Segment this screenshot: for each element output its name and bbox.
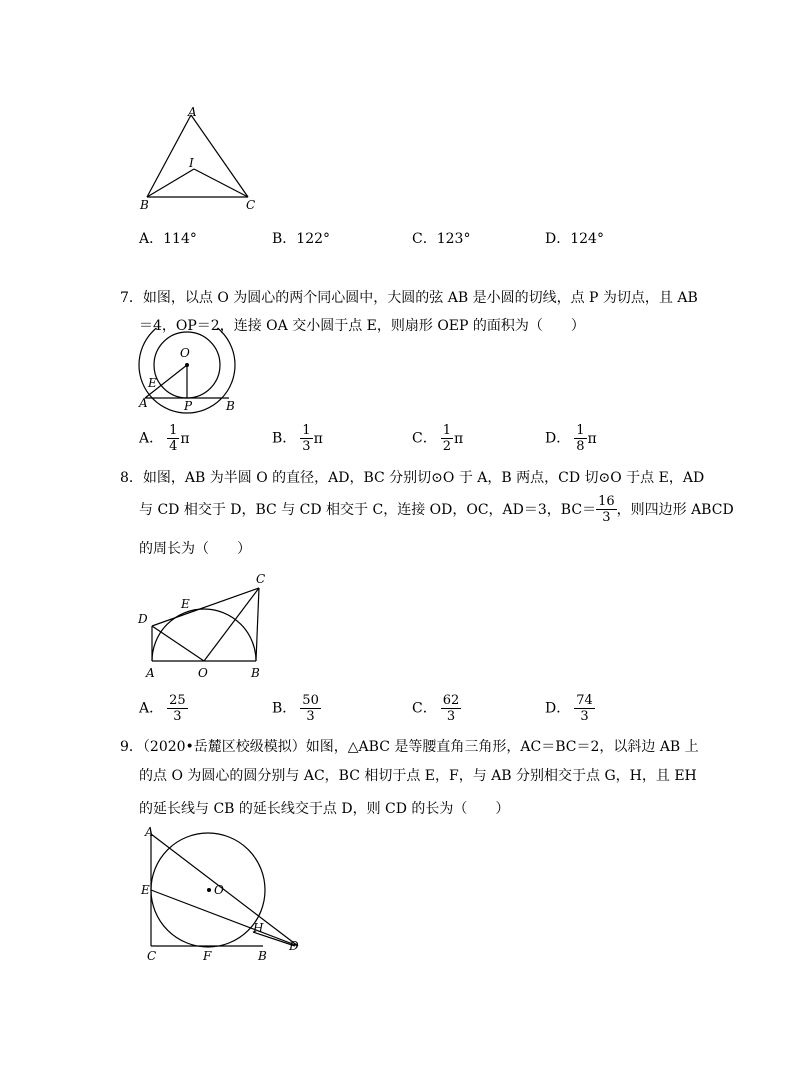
fraction-numerator: 1 xyxy=(169,423,178,438)
q8-option-letter: A． xyxy=(139,700,164,717)
q8-option-letter: D． xyxy=(545,700,571,717)
q6-option-b[interactable] xyxy=(272,228,330,248)
fraction-denominator: 3 xyxy=(446,709,456,724)
q6-label-b: B xyxy=(140,198,149,212)
q6-option-d[interactable] xyxy=(545,228,604,248)
q9-label-h: H xyxy=(253,921,264,935)
q8-stem-line1: 8．如图，AB 为半圆 O 的直径，AD，BC 分别切⊙O 于 A，B 两点，CD 切⊙O 于点 E，AD xyxy=(120,470,705,486)
q8-fraction xyxy=(167,693,188,724)
q6-option-letter: D． xyxy=(545,231,571,247)
q9-label-c: C xyxy=(147,949,157,963)
q8-label-a: A xyxy=(146,666,155,680)
q9-label-a: A xyxy=(145,825,154,839)
pi-symbol: π xyxy=(587,430,597,447)
q8-option-a[interactable] xyxy=(139,693,188,724)
q6-label-c: C xyxy=(246,198,256,212)
fraction-denominator: 3 xyxy=(306,709,315,724)
q9-label-e: E xyxy=(141,883,150,897)
q7-fraction xyxy=(574,423,586,454)
fraction-denominator: 2 xyxy=(442,439,451,454)
q9-stem-line3: 的延长线与 CB 的延长线交于点 D，则 CD 的长为（ ） xyxy=(139,801,510,817)
q8-label-e: E xyxy=(181,597,190,611)
q6-option-value: 123° xyxy=(436,231,471,247)
pi-symbol: π xyxy=(180,430,190,447)
q8-stem-line2-end: ，则四边形 ABCD xyxy=(616,501,734,518)
fraction-numerator: 25 xyxy=(169,693,186,708)
q6-option-value: 114° xyxy=(163,231,197,247)
fraction-denominator: 3 xyxy=(580,709,589,724)
q6-option-letter: C． xyxy=(412,231,437,247)
q8-label-d: D xyxy=(138,612,148,626)
q7-label-o: O xyxy=(180,346,190,360)
fraction-denominator: 3 xyxy=(602,510,611,525)
q7-option-letter: D． xyxy=(545,430,571,447)
q7-label-b: B xyxy=(226,399,235,413)
q8-option-b[interactable] xyxy=(272,693,321,724)
q7-fraction xyxy=(167,423,179,454)
q7-label-a: A xyxy=(139,396,148,410)
q8-label-b: B xyxy=(251,666,260,680)
fraction-numerator: 74 xyxy=(576,693,593,708)
q7-stem-line2: ＝4，OP＝2，连接 OA 交小圆于点 E，则扇形 OEP 的面积为（ ） xyxy=(139,318,585,334)
q7-concentric-circles-figure xyxy=(130,328,250,418)
q7-label-p: P xyxy=(184,399,193,413)
q8-stem-line2 xyxy=(139,494,734,525)
q9-label-b: B xyxy=(258,949,267,963)
q7-option-a[interactable] xyxy=(139,423,190,454)
q9-stem-line1: 9．（2020•岳麓区校级模拟）如图，△ABC 是等腰直角三角形，AC＝BC＝2，以斜边 AB 上 xyxy=(120,739,699,755)
q8-label-o: O xyxy=(198,666,208,680)
q8-fraction xyxy=(574,693,595,724)
q6-label-a: A xyxy=(188,105,197,119)
q7-option-letter: C． xyxy=(412,430,437,447)
q8-label-c: C xyxy=(256,572,266,586)
pi-symbol: π xyxy=(313,430,323,447)
q8-option-d[interactable] xyxy=(545,693,595,724)
q6-option-value: 122° xyxy=(296,231,331,247)
q6-option-letter: A． xyxy=(139,231,164,247)
q9-label-d: D xyxy=(289,939,299,953)
q8-fraction xyxy=(300,693,321,724)
q6-option-letter: B． xyxy=(272,231,297,247)
q7-option-letter: A． xyxy=(139,430,164,447)
fraction-numerator: 1 xyxy=(442,423,451,438)
q6-option-value: 124° xyxy=(570,231,604,247)
fraction-denominator: 4 xyxy=(169,439,178,454)
q8-option-c[interactable] xyxy=(412,693,461,724)
q7-stem-line1: 7．如图，以点 O 为圆心的两个同心圆中，大圆的弦 AB 是小圆的切线，点 P 为切点，且 AB xyxy=(120,290,698,306)
q9-label-f: F xyxy=(203,949,212,963)
fraction-numerator: 50 xyxy=(302,693,319,708)
q9-right-triangle-circle-figure xyxy=(135,822,315,967)
q6-option-c[interactable] xyxy=(412,228,470,248)
q7-label-e: E xyxy=(148,376,157,390)
q8-stem-line3: 的周长为（ ） xyxy=(139,541,251,557)
q8-bc-fraction xyxy=(596,494,617,525)
q6-triangle-figure xyxy=(130,105,270,215)
fraction-numerator: 1 xyxy=(302,423,311,438)
q8-fraction xyxy=(441,693,462,724)
q7-option-letter: B． xyxy=(272,430,297,447)
fraction-denominator: 3 xyxy=(302,439,311,454)
q9-stem-line2: 的点 O 为圆心的圆分别与 AC，BC 相切于点 E，F，与 AB 分别相交于点 G，H，且 EH xyxy=(139,768,697,784)
q7-option-c[interactable] xyxy=(412,423,463,454)
q6-label-i: I xyxy=(189,156,194,170)
q8-semicircle-figure xyxy=(130,568,280,683)
q7-option-d[interactable] xyxy=(545,423,597,454)
q8-option-letter: B． xyxy=(272,700,297,717)
q7-fraction xyxy=(300,423,312,454)
fraction-numerator: 1 xyxy=(576,423,585,438)
q6-option-a[interactable] xyxy=(139,228,197,248)
q7-option-b[interactable] xyxy=(272,423,323,454)
fraction-denominator: 8 xyxy=(576,439,585,454)
q9-label-o: O xyxy=(214,883,224,897)
fraction-denominator: 3 xyxy=(173,709,182,724)
q8-option-letter: C． xyxy=(412,700,437,717)
pi-symbol: π xyxy=(454,430,464,447)
q7-fraction xyxy=(441,423,453,454)
q8-stem-line2-start: 与 CD 相交于 D，BC 与 CD 相交于 C，连接 OD，OC，AD＝3，BC＝ xyxy=(139,501,597,518)
fraction-numerator: 62 xyxy=(442,693,460,708)
fraction-numerator: 16 xyxy=(598,494,615,509)
